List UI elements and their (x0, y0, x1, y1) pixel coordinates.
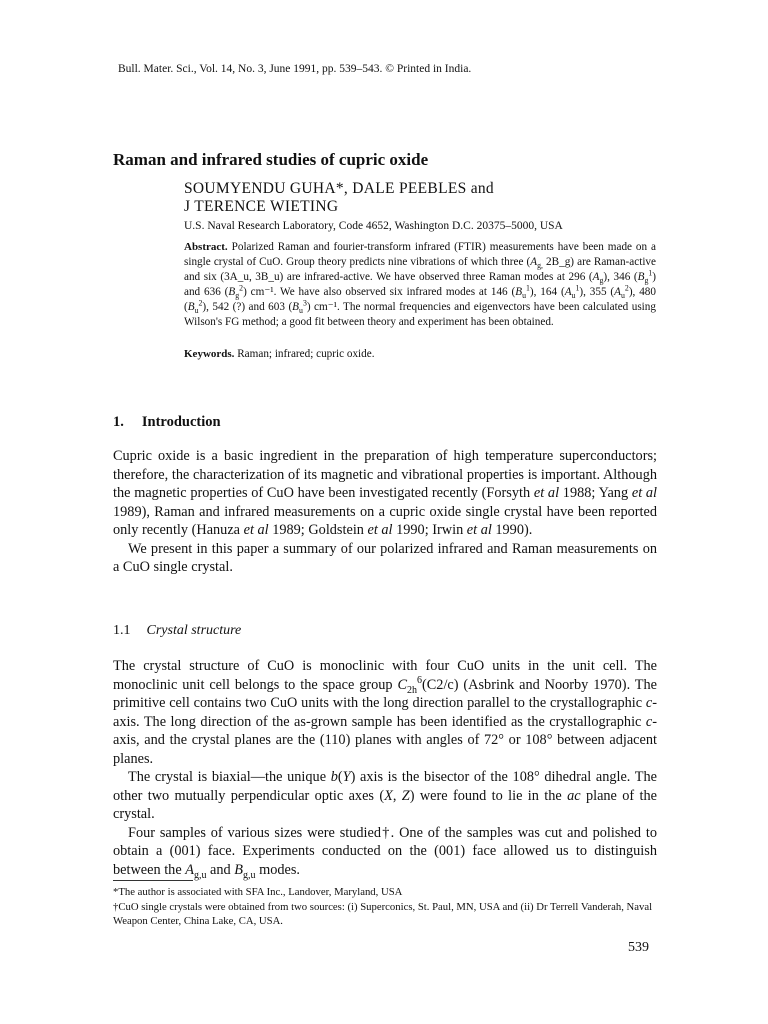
affiliation: U.S. Naval Research Laboratory, Code 4652, Washington D.C. 20375–5000, USA (184, 220, 563, 232)
subsection-title: Crystal structure (146, 623, 242, 638)
introduction-body (113, 447, 657, 577)
journal-citation: Bull. Mater. Sci., Vol. 14, No. 3, June 1991, pp. 539–543. © Printed in India. (118, 63, 472, 75)
paragraph: The crystal is biaxial—the unique b(Y) axis is the bisector of the 108° dihedral angle. The other two mutually perpendicular optic axes (X, Z) were found to lie in the ac plane of the crystal. (113, 769, 657, 822)
crystal-structure-body (113, 657, 657, 879)
keywords-label: Keywords. (184, 348, 235, 360)
keywords-text: Raman; infrared; cupric oxide. (237, 348, 375, 360)
authors-line-1: SOUMYENDU GUHA*, DALE PEEBLES and (184, 180, 494, 197)
section-number: 1. (113, 414, 124, 430)
authors-line-2: J TERENCE WIETING (184, 198, 339, 215)
section-title: Introduction (141, 414, 221, 430)
abstract-text: Polarized Raman and fourier-transform infrared (FTIR) measurements have been made on a single crystal of CuO. Group theory predicts nine vibrations of which three ($A_{g,}$ 2B_g) are Raman-active and six (3A_u, 3B_u) are infrared-active. We have observed three Raman modes at 296 $(A_g)$, 346 $(B_g^1)$ and 636 $(B_g^2)$ cm⁻¹. We have also observed six infrared modes at 146 $(B_u^1)$, 164 $(A_u^1)$, 355 $(A_u^2)$, 480 $(B_u^2)$, 542 (?) and 603 $(B_u^3)$ cm⁻¹. The normal frequencies and eigenvectors have been calculated using Wilson's FG method; a good fit between theory and experiment has been obtained. (184, 241, 657, 329)
section-heading-introduction (113, 414, 221, 431)
keywords (184, 348, 375, 360)
footnote: †CuO single crystals were obtained from two sources: (i) Superconics, St. Paul, MN, USA and (ii) Dr Terrell Vanderah, Naval Weapon Center, China Lake, CA, USA. (113, 900, 653, 927)
page-number: 539 (628, 940, 649, 955)
subsection-number: 1.1 (113, 623, 131, 638)
footnote: *The author is associated with SFA Inc., Landover, Maryland, USA (113, 886, 403, 898)
footnotes (113, 885, 657, 929)
abstract-label: Abstract. (184, 241, 228, 253)
paragraph: The crystal structure of CuO is monoclinic with four CuO units in the unit cell. The monoclinic unit cell belongs to the space group $C_{2h}^6(C2/c)$ (Asbrink and Noorby 1970). The primitive cell contains two CuO units with the long direction parallel to the crystallographic c-axis. The long direction of the as-grown sample has been identified as the crystallographic c-axis, and the crystal planes are the (110) planes with angles of 72° or 108° between adjacent planes. (113, 658, 657, 767)
author-list (184, 180, 494, 216)
paragraph: Cupric oxide is a basic ingredient in the preparation of high temperature superconductors; therefore, the characterization of its magnetic and vibrational properties is important. Although the magnetic properties of CuO have been investigated recently (Forsyth et al 1988; Yang et al 1989), Raman and infrared measurements on a cupric oxide single crystal have been reported only recently (Hanuza et al 1989; Goldstein et al 1990; Irwin et al 1990). (113, 448, 658, 538)
paragraph: We present in this paper a summary of our polarized infrared and Raman measurements on a CuO single crystal. (113, 540, 657, 575)
subsection-heading-crystal-structure (113, 623, 241, 639)
paper-title: Raman and infrared studies of cupric oxide (113, 150, 429, 169)
paragraph: Four samples of various sizes were studied†. One of the samples was cut and polished to obtain a (001) face. Experiments conducted on the (001) face allowed us to distinguish between the $A_{g,u}$ and $B_{g,u}$ modes. (113, 824, 657, 881)
abstract (184, 240, 656, 331)
footnote-divider (113, 880, 193, 881)
